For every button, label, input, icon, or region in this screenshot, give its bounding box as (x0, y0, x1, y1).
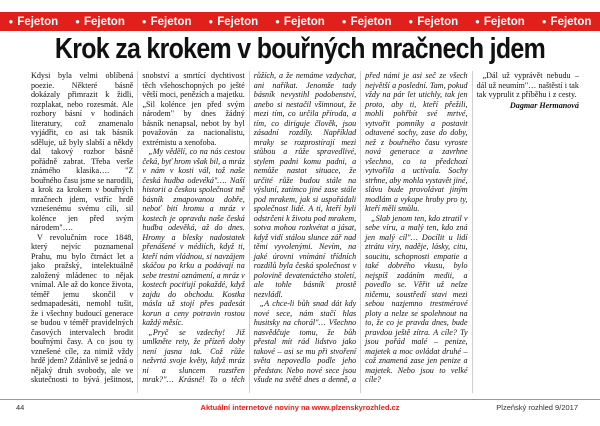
article-body (31, 71, 579, 393)
article-paragraph: „A chce-li bůh snad dát kdy nové sece, nám stačí hlas husitsky na chorál"… Všechno nasvědčuje tomu, že bůh přestal mít rád lidstvo jako takové – asi se mu při stvoření světa nepovedlo podle jeho představ. Nebo nové sece jsou všude na světě dnes a denně, a před námi je asi seč ze všech největší a poslední. Tam, pokud vždy na pár let utichly, tak jen proto, aby ti, kteří přežili, mohli pohřbít své mrtvé, vytvořit pomníky a postavit odtavené sochy, zase do doby, než z bouřného času vyroste nová generace a zavrhne všechno, co ta předchozí vytvořila a uctívala. Sochy strhne, aby mohla vystavět jiné, slávu bude provolávat jiným modlám a vykope hroby pro ty, kteří měli smůlu. (253, 71, 468, 384)
banner-item (208, 16, 258, 28)
article-paragraph: „My vědělí, co na nás cestou čeká, byť hrom však bil, a mráz v nám v kosti vál, tož naše česká hudba odevéká"…. Naší historii a českou společnost mě básník zmapovanou dobře, neboť bití hromu a mráz v kostech je opravdu naše česká hudba odevěká, až do dnes. Hromy a blesky nadostatek přenášené v médiích, když ti, kteří nám vládnou, si navzájem skáčou po krku a podávají na sebe trestní oznámení, a mráz v kostech pociťují pokaždé, když zajdu do obchodu. Kostka másla už stojí přes padesát korun a ceny potravin rostou každý měsíc. (142, 147, 245, 327)
bullet-icon: ● (541, 16, 547, 26)
bullet-icon: ● (275, 16, 280, 26)
banner-label: Fejeton (350, 15, 392, 28)
issue-label: Plzeňský rozhled 9/2017 (496, 403, 578, 412)
article-paragraph: „Pryč se vzdechy! Již umlkněte rety, že přízeň doby není jasna tak. Což růže nežvrtá svoje květy, když mráz ni a sluncem rozstřen mrak?"… Krásné! To o těch růžích, a že nemáme vzdychat, ani naříkat. Jenomže tady básník nevystihl podobenství, anebo si nestačil všimnout, že mezi tím, co určila příroda, a tím, co diriguje člověk, jsou zásadní rozdíly. Například mraky se rozprostírají mezi stůbou a růže spravedlivé, stylem padni komu padni, a nemůže nastat situace, že určité růže budou stále na výsluní, zatímco jiné zase stále pod mrakem, jak si uspořádali společnost lidé. A ti, kteří byli odstrčeni k životu pod mrakem, sotva mohou rozkvétat a jásat, když vidí stálou slunce zář nad těmi vyvolenými. Nevím, na jaké úrovni vnímání třídních rozdílů byla česká společnost v polovině devatenáctého století, ale tohle básník prostě nezvládl. (142, 71, 357, 384)
footer-promo-link[interactable]: Aktuální internetové noviny na www.plzenskyrozhled.cz (200, 403, 400, 412)
bullet-icon: ● (141, 16, 147, 26)
banner-label: Fejeton (150, 15, 192, 28)
banner-label: Fejeton (483, 15, 525, 28)
banner-item (142, 16, 192, 28)
article-paragraph: „Slab jenom ten, kdo ztratil v sebe víru, a malý ten, kdo zná jen malý cíl"… Docílit u lidí ztrátu víry, naděje, lásky, citu, soucitu, schopnosti empatie a také dobrého vkusu, bylo nejspíš zadáním medii, a povedlo se. Věřit už nelze ničemu, soustředí stavi mezi sebou nazjemno trestmérové ploty a nelze se spolehnout na to, že co je pravda dnes, bude pravdou ještě zítra. A cíle? Ty jsou pořád malé – penize, majetek a moc ovládat druhé – což znamená zase jen penize a majetek. Nebo jsou to velké cíle? (365, 213, 468, 384)
bullet-icon: ● (8, 16, 14, 26)
banner-label: Fejeton (417, 15, 459, 28)
banner-item (408, 16, 458, 28)
article-paragraph: Kdysi byla velmi oblíbená poezie. Některé básně dokázaly přimrazit k židli, rozplakat, nebo rozesmát. Ale rozbory básní v hodinách literatury, což znamenalo vyjádřit, co asi tak básník sděluje, už byly slabší a někdy dal takový rozbor básně pořádně zabrat. Třeba verše známého klasika…. "Z bouřného času jsme se narodili, a krok za krokem v bouřných mračnech jdem, vstříc hrdě vzneśenému svému cíli, sil kolénce jen před svým národem"…. (31, 71, 134, 232)
section-banner (0, 12, 600, 31)
bullet-icon: ● (208, 16, 214, 26)
banner-label: Fejeton (283, 15, 325, 28)
bullet-icon: ● (75, 16, 80, 26)
banner-item (75, 16, 125, 28)
banner-item (342, 16, 392, 28)
banner-label: Fejeton (83, 15, 125, 28)
article-headline: Krok za krokem v bouřných mračnech jdem (54, 33, 546, 65)
banner-label: Fejeton (217, 15, 259, 28)
article-paragraph: V revolučním roce 1848, který nejvíc poznamenal Prahu, mu bylo čtrnáct let a jako pražský, intelektuálně založený mládenec to nějak vnímal. Ale až do konce života, téměř jemu skončil v sedmapadesáti, nemohl tušit, že i všechny budoucí generace se budou v téměř pravidelných časových intervalech brodit bouřnými časy. A co jsou ty vznešené cíle, za nimiž vždy hrdě jdem? Zdánlivě se jedná o nějaký druh svobody, ale ve skutečnosti to bývá ješitnost, snobství a smrtící dychtivost těch všehoschopných po ješté větší moci, penězích a majetku. „Sil kolénce jen před svým národem" by dnes žádný básník nenapsal, nebot by byl považován za nacionalistu, extrémistu a xenofoba. (31, 71, 245, 384)
article-paragraph: „Dál už vyprávět nebudu – dál už neumím"… naštěstí i tak tak vyprulit z příběhu i z cesty. (476, 71, 579, 99)
bullet-icon: ● (341, 16, 347, 26)
article-author: Dagmar Hermanová (509, 100, 579, 110)
banner-item (275, 16, 325, 28)
banner-label: Fejeton (17, 15, 59, 28)
page-number: 44 (16, 403, 25, 412)
banner-label: Fejeton (550, 15, 592, 28)
banner-item (475, 16, 525, 28)
banner-item (8, 16, 58, 28)
page-footer (0, 399, 600, 414)
bullet-icon: ● (475, 16, 480, 26)
bullet-icon: ● (408, 16, 414, 26)
banner-item (542, 16, 592, 28)
